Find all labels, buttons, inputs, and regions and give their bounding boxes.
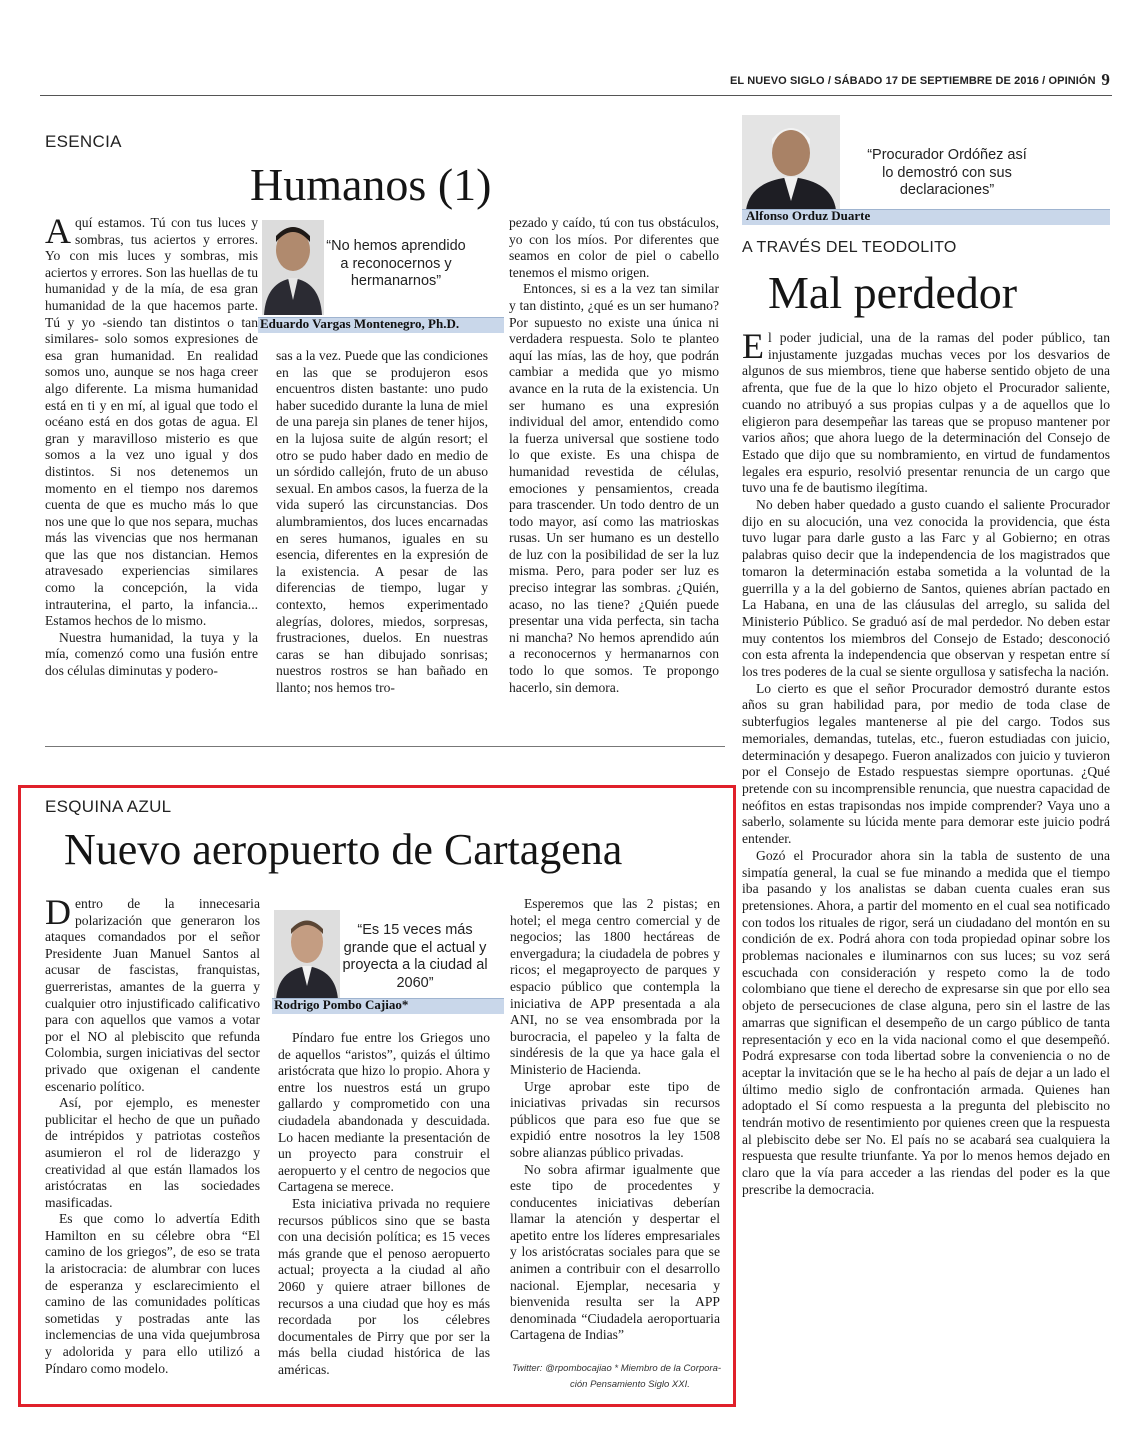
article1-paragraph: pezado y caído, tú con tus obstáculos, yo con los míos. Por diferentes que seamos en color de piel o cabello tenemos el mismo origen.	[509, 215, 719, 280]
article3-headline: Nuevo aeropuerto de Cartagena	[64, 825, 623, 874]
article3-paragraph: Es que como lo advertía Edith Hamilton en su célebre obra “El camino de los griegos”, de eso se trata la aristocracia: de alumbrar con luces de esperanza y esclarecimiento el camino de las comunidades políticas sometidas y postradas ante las inclemencias de una vida quejumbrosa y adolorida y para ello utilizó a Píndaro como modelo.	[45, 1211, 260, 1376]
article3-author-name: Rodrigo Pombo Cajiao*	[274, 997, 409, 1012]
article-divider	[45, 746, 725, 747]
article3-paragraph: Esperemos que las 2 pistas; en hotel; el mega centro comercial y de negocios; las 1800 hectáreas de envergadura; la ciudadela de pobres y ricos; el megaproyecto de parques y espacio público que contempla la iniciativa de APP presentada a ala ANI, no se vea ensombrada por la burocracia, el papeleo y la falta de sindéresis de la que ya hace gala el Ministerio de Hacienda.	[510, 896, 720, 1077]
article1-column-3	[509, 215, 719, 696]
article1-drop-cap: A	[45, 211, 71, 251]
article2-paragraph: No deben haber quedado a gusto cuando el saliente Procurador dijo en su alocución, una vez conocida la providencia, que ésta tuvo lugar para darle gusto a las Farc y al Gobierno; en otras palabras quiso decir que la independencia de los magistrados que tomaron la determinación estaba sometida a la voluntad de la guerrilla y a la del gobierno de Santos, quienes abrían pactado en La Habana, en una de las cláusulas del arreglo, su salida del Ministerio Público. Se graduó así de mal perdedor. No deben estar muy contentos los miembros del Consejo de Estado; desconoció con esta afrenta la independencia que observan y respetan entre sí los tres poderes de la cual se siente orgullosa y satisfecha la nación.	[742, 497, 1110, 680]
article1-paragraph: sas a la vez. Puede que las condiciones en las que se produjeron esos encuentros disten bastante: uno pudo haber sucedido durante la luna de miel de una pareja sin planes de tener hijos, en la lujosa suite de algún resort; el otro se pudo haber dado en medio de un sórdido callejón, fruto de un abuso sexual. En ambos casos, la fuerza de la vida superó las circunstancias. Dos alumbramientos, dos luces encarnadas en seres humanos, iguales en su esencia, diferentes en la expresión de la existencia. A pesar de las diferencias de tiempo, lugar y contexto, hemos experimentado alegrías, dolores, miedos, sorpresas, frustraciones, duelos. En nuestras caras se han dibujado sonrisas; nuestros rostros se han bañado en llanto; nos hemos tro-	[276, 348, 488, 695]
article2-headline: Mal perdedor	[768, 267, 1018, 318]
article3-paragraph: Píndaro fue entre los Griegos uno de aquellos “aristos”, quizás el último aristócrata que hizo lo propio. Ahora y entre los nuestros está un grupo gallardo y comprometido con una ciudadela abandonada y descuidada. Lo hacen mediante la presentación de un proyecto para construir el aeropuerto y el centro de negocios que Cartagena se merece.	[278, 1030, 490, 1195]
header-rule	[40, 95, 1112, 96]
article3-column-2	[278, 1030, 490, 1378]
article2-paragraph: Lo cierto es que el señor Procurador demostró durante estos años su gran habilidad para, por medio de toda clase de subterfugios legales mantenerse al pie del cargo. Todos sus memoriales, demandas, tutelas, etc., fueron estudiadas con juicio, determinación y desapego. Fueron analizados con juicio y tuvieron por el Consejo de Estado respuestas siempre oportunas. ¿Qué pretende con su incomprensible renuncia, que nuestra capacidad de neófitos en estas trapisondas nos impide comprender? Vaya uno a saberlo, solamente su lúcida mente para demorar este juicio podrá entender.	[742, 680, 1110, 847]
article3-paragraph: Urge aprobar este tipo de iniciativas privadas sin recursos públicos que para eso fue que se expidió entre nosotros la ley 1508 sobre alianzas público privadas.	[510, 1078, 720, 1160]
article3-paragraph: Dentro de la innecesaria polarización que generaron los ataques comandados por el señor Presidente Juan Manuel Santos al acusar de fascistas, franquistas, guerreristas, amantes de la guerra y cualquier otro injustificado calificativo para con aquellos que vamos a votar por el NO al plebiscito que refunda Colombia, surgen iniciativas del sector privado que oxigenan el candente escenario político.	[45, 892, 260, 1094]
article1-section-label: ESENCIA	[45, 132, 122, 151]
article1-pull-quote: “No hemos aprendido a reconocernos y hermanarnos”	[326, 238, 466, 289]
article1-column-1	[45, 211, 258, 680]
article1-paragraph: Entonces, si es a la vez tan similar y tan distinto, ¿qué es un ser humano? Por supuesto no existe una única ni verdadera respuesta. Solo te planteo aquí las mías, las de hoy, que podrán cambiar a medida que yo mismo avance en la ruta de la existencia. Un ser humano es una expresión individual del amor, entendido como la fuerza universal que sostiene todo lo que existe. Es una chispa de humanidad revestida de células, emociones y pensamientos, creada para trascender. Un todo dentro de un todo mayor, así como las matrioskas rusas. Un ser humano es un destello de luz con la posibilidad de ser la luz misma. Pero, para poder ser luz es preciso integrar las sombras. ¿Quién, acaso, no las tiene? ¿Quién puede presentar una vida perfecta, sin tacha ni mancha? No hemos aprendido aún a reconocernos y hermanarnos con todo lo que somos. Te propongo hacerlo, sin demora.	[509, 281, 719, 695]
article2-paragraph: Gozó el Procurador ahora sin la tabla de sustento de una simpatía general, la cual se fue minando a medida que el tiempo iba pasando y los analistas se daban cuenta cuales eran sus pretensiones. Ahora, a partir del momento en el cual sea notificado con todos los rituales de rigor, será un ciudadano del montón en su condición de ex. Podrá ahora con toda propiedad opinar sobre los problemas nacionales e iluminarnos con sus luces; su voz será escuchada con consideración y respeto como la de todo colombiano que tiene el derecho de expresarse sin que por ello sea objeto de persecuciones de clase alguna, pero sin el lastre de las amarras que significan el desempeño de un cargo público de tanta representación y eco en la vida nacional como el que desempeñó. Podrá expresarse con toda libertad sobre la conveniencia o no de aceptar la invitación que se le ha hecho al país de dejar a un lado el último medio siglo de confrontación armada. Quienes han adoptado el Sí como respuesta a la pregunta del plebiscito no tendrán motivo de resentimiento por quienes creen que la respuesta al plebiscito debe ser No. El país no se acabará sea cualquiera la respuesta que resulte triunfante. Ya por lo menos hemos dejado en claro que la vía para acceder a las riendas del poder es la que prescribe la democracia.	[742, 847, 1110, 1197]
article3-column-1	[45, 892, 260, 1377]
article2-author-photo	[742, 115, 840, 210]
article3-footnote-line-2: ción Pensamiento Siglo XXI.	[570, 1379, 690, 1390]
article3-section-label: ESQUINA AZUL	[45, 797, 172, 816]
page-number: 9	[1101, 70, 1110, 89]
article1-author-photo	[262, 220, 324, 315]
article1-headline: Humanos (1)	[250, 159, 492, 210]
article1-paragraph: Nuestra humanidad, la tuya y la mía, comenzó como una fusión entre dos células diminutas y podero-	[45, 629, 258, 679]
article3-paragraph: Esta iniciativa privada no requiere recursos públicos sino que se basta con una decisión política; es 15 veces más grande que el penoso aeropuerto actual; proyecta a la ciudad al año 2060 y quiere atraer billones de recursos a una ciudad que hoy es más recordada por los célebres documentales de Pirry que por ser la más bella ciudad histórica de las américas.	[278, 1195, 490, 1377]
article3-footnote-line-1: Twitter: @rpombocajiao * Miembro de la Corpora-	[512, 1363, 722, 1374]
publication-date: / SÁBADO 17 DE SEPTIEMBRE DE 2016 /	[827, 75, 1046, 87]
article2-body	[742, 326, 1110, 1199]
article1-paragraph: Aquí estamos. Tú con tus luces y sombras, tus aciertos y errores. Yo con mis luces y sombras, mis aciertos y errores. Son las huellas de tu humanidad y de la mía, de esa gran humanidad de la que hacemos parte. Tú y yo -siendo tan distintos o tan similares- solo somos expresiones de esa gran humanidad. En realidad somos uno, aunque se nos haga creer algo diferente. La misma humanidad está en ti y en mí, al igual que todo el océano está en dos gotas de agua. El gran y maravilloso misterio es que somos a la vez uno igual y dos distintos. Si nos detenemos un momento en el tiempo nos daremos cuenta de que es mucho más lo que nos une que lo que nos separa, muchas más las vivencias que nos hermanan que las que nos distancian. Hemos atravesado experiencias similares como la concepción, la vida intrauterina, el parto, la infancia... Estamos hechos de lo mismo.	[45, 211, 258, 629]
publication-section: OPINIÓN	[1048, 75, 1096, 87]
article1-column-2	[276, 348, 488, 696]
publication-name: EL NUEVO SIGLO	[730, 75, 825, 87]
article3-column-3	[510, 896, 720, 1344]
article2-pull-quote: “Procurador Ordóñez así lo demostró con sus declaraciones”	[867, 147, 1027, 198]
article1-author-name: Eduardo Vargas Montenegro, Ph.D.	[260, 316, 460, 331]
article3-paragraph: No sobra afirmar igualmente que este tipo de procedentes y conducentes iniciativas deberían llamar la atención y despertar el apetito entre los líderes empresariales y los aristócratas sociales para que se animen a contribuir con el desarrollo nacional. Ejemplar, necesaria y bienvenida resulta ser la APP denominada “Ciudadela aeroportuaria Cartagena de Indias”	[510, 1161, 720, 1343]
article2-paragraph: El poder judicial, una de la ramas del poder público, tan injustamente juzgadas muchas veces por los desvarios de algunos de sus miembros, tiene que haberse sentido objeto de una afrenta, que fue de la que lo hizo objeto el Procurador saliente, cuando no atribuyó a sus propias culpas y a de aquellos que lo eligieron para desempeñar las tareas que se propuso mantener por varios años; que ahora luego de la determinación del Consejo de Estado que dijo que su nombramiento, en virtud de fundamentos legales era espurio, resolvió presentar renuncia de un cargo que tuvo una fe de bautismo ilegítima.	[742, 326, 1110, 496]
article3-drop-cap: D	[45, 892, 71, 932]
article2-author-name: Alfonso Orduz Duarte	[746, 208, 871, 223]
article2-section-label: A TRAVÉS DEL TEODOLITO	[742, 239, 957, 256]
article3-pull-quote: “Es 15 veces más grande que el actual y proyecta a la ciudad al 2060”	[342, 922, 488, 991]
article3-author-photo	[274, 910, 340, 1000]
article3-paragraph: Así, por ejemplo, es menester publicitar el hecho de que un puñado de intrépidos y patriotas costeños asumieron el rol de liderazgo y creatividad al que están llamados los aristócratas en las sociedades masificadas.	[45, 1095, 260, 1210]
article2-drop-cap: E	[742, 326, 764, 366]
page-header	[730, 70, 1110, 89]
